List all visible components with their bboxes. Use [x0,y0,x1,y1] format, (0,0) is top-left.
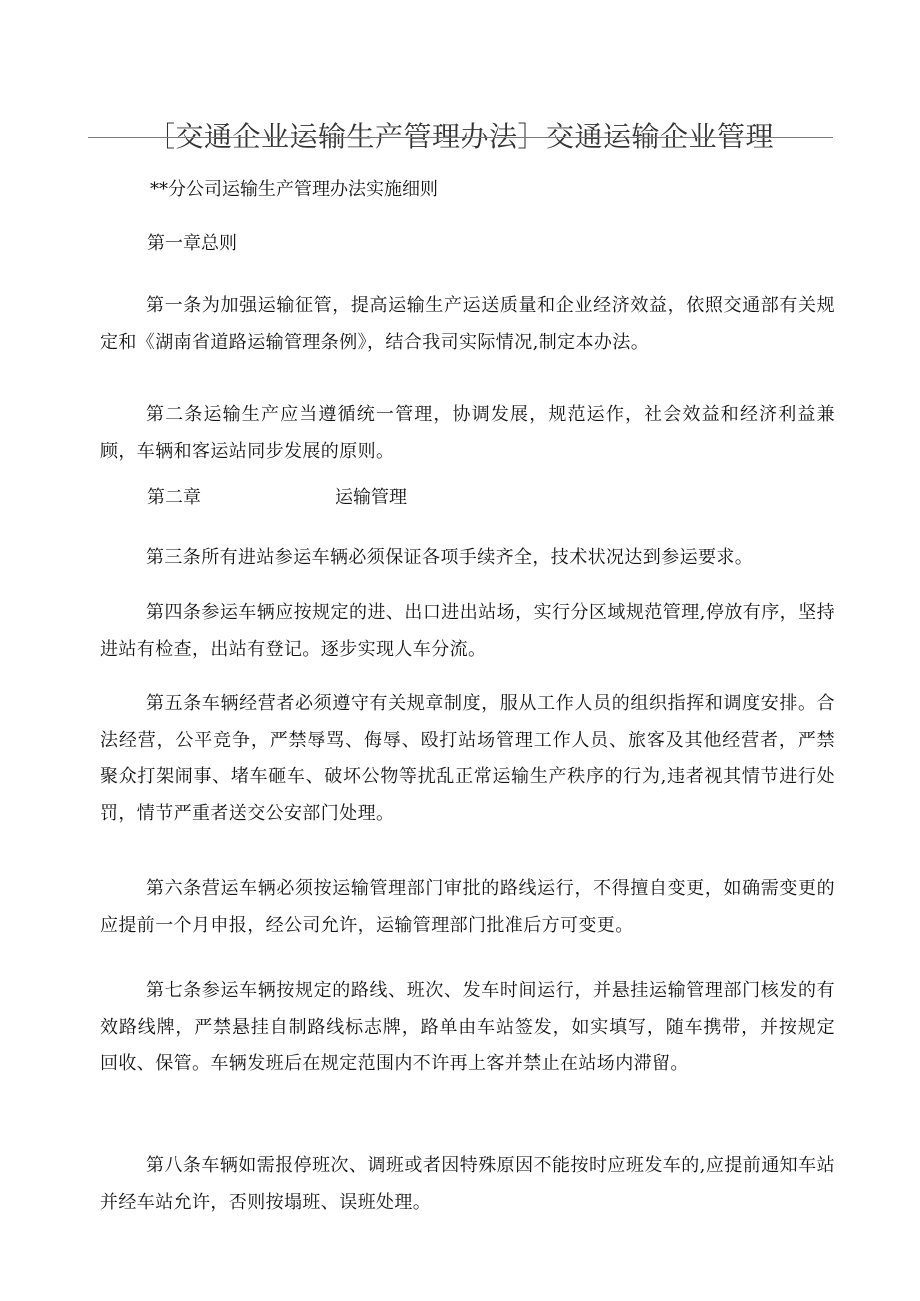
article-8: 第八条车辆如需报停班次、调班或者因特殊原因不能按时应班发车的,应提前通知车站并经车站允许，否则按塌班、误班处理。 [100,1155,835,1213]
article-4: 第四条参运车辆应按规定的进、出口进出站场，实行分区域规范管理,停放有序，坚持进站有检查，出站有登记。逐步实现人车分流。 [100,602,835,660]
article-7: 第七条参运车辆按规定的路线、班次、发车时间运行，并悬挂运输管理部门核发的有效路线牌，严禁悬挂自制路线标志牌，路单由车站签发，如实填写，随车携带，并按规定回收、保管。车辆发班后在规定范围内不许再上客并禁止在站场内滞留。 [100,980,835,1074]
article-6: 第六条营运车辆必须按运输管理部门审批的路线运行，不得擅自变更，如确需变更的应提前一个月申报，经公司允许，运输管理部门批准后方可变更。 [100,878,835,936]
document-title: ［交通企业运输生产管理办法］交通运输企业管理 [146,119,774,153]
title-underline [88,137,833,138]
document-subtitle: **分公司运输生产管理办法实施细则 [150,179,438,200]
chapter-one-heading: 第一章总则 [147,233,237,254]
article-2: 第二条运输生产应当遵循统一管理，协调发展，规范运作，社会效益和经济利益兼顾，车辆和客运站同步发展的原则。 [100,404,835,462]
chapter-two-title: 运输管理 [335,487,407,508]
article-1: 第一条为加强运输征管，提高运输生产运送质量和企业经济效益，依照交通部有关规定和《湖南省道路运输管理条例》，结合我司实际情况,制定本办法。 [100,295,835,353]
chapter-two-number: 第二章 [147,487,201,508]
chapter-two-heading [147,486,407,510]
article-3: 第三条所有进站参运车辆必须保证各项手续齐全，技术状况达到参运要求。 [146,547,754,568]
article-5: 第五条车辆经营者必须遵守有关规章制度，服从工作人员的组织指挥和调度安排。合法经营，公平竞争，严禁辱骂、侮辱、殴打站场管理工作人员、旅客及其他经营者，严禁聚众打架闹事、堵车砸车、破坏公物等扰乱正常运输生产秩序的行为,违者视其情节进行处罚，情节严重者送交公安部门处理。 [100,693,835,824]
